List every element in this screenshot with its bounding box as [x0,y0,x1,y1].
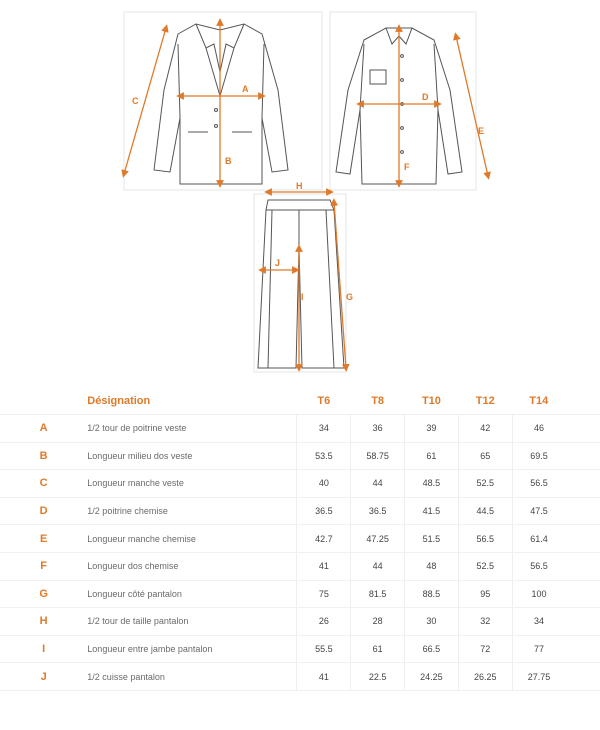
header-size-t8: T8 [351,388,405,415]
row-value: 48.5 [405,470,459,498]
row-value: 47.5 [512,497,565,525]
row-letter: B [0,442,87,470]
row-value: 100 [512,580,565,608]
row-value: 61 [405,442,459,470]
row-letter: C [0,470,87,498]
row-value: 42 [458,415,512,443]
row-value: 75 [297,580,351,608]
header-size-t6: T6 [297,388,351,415]
row-pad [565,525,600,553]
table-row [0,663,600,691]
measure-g-label: G [346,292,354,302]
row-letter: H [0,608,87,636]
row-letter: I [0,635,87,663]
measure-a-label: A [242,84,249,94]
row-value: 26.25 [458,663,512,691]
table-row [0,497,600,525]
row-value: 72 [458,635,512,663]
row-letter: J [0,663,87,691]
row-letter: G [0,580,87,608]
row-value: 48 [405,552,459,580]
row-pad [565,580,600,608]
row-letter: D [0,497,87,525]
row-value: 30 [405,608,459,636]
row-label: Longueur manche chemise [87,525,297,553]
measure-i-label: I [301,292,304,302]
row-value: 44 [351,470,405,498]
row-value: 32 [458,608,512,636]
row-value: 41 [297,552,351,580]
row-label: Longueur côté pantalon [87,580,297,608]
row-value: 24.25 [405,663,459,691]
table-row [0,608,600,636]
table-row [0,415,600,443]
row-value: 53.5 [297,442,351,470]
header-size-t10: T10 [405,388,459,415]
table-row [0,580,600,608]
row-value: 69.5 [512,442,565,470]
trousers-panel [254,181,353,372]
row-value: 46 [512,415,565,443]
row-value: 56.5 [458,525,512,553]
row-value: 58.75 [351,442,405,470]
row-pad [565,470,600,498]
row-label: Longueur milieu dos veste [87,442,297,470]
row-label: 1/2 cuisse pantalon [87,663,297,691]
header-size-t12: T12 [458,388,512,415]
row-value: 28 [351,608,405,636]
table-header-row [0,388,600,415]
row-value: 36.5 [297,497,351,525]
row-value: 88.5 [405,580,459,608]
row-value: 44 [351,552,405,580]
row-value: 56.5 [512,470,565,498]
row-value: 56.5 [512,552,565,580]
row-pad [565,497,600,525]
row-label: Longueur entre jambe pantalon [87,635,297,663]
row-value: 65 [458,442,512,470]
row-value: 52.5 [458,552,512,580]
shirt-panel [330,12,488,190]
row-value: 77 [512,635,565,663]
row-value: 36.5 [351,497,405,525]
row-label: 1/2 tour de taille pantalon [87,608,297,636]
header-size-t14: T14 [512,388,565,415]
row-label: Longueur dos chemise [87,552,297,580]
row-label: Longueur manche veste [87,470,297,498]
row-pad [565,442,600,470]
row-letter: A [0,415,87,443]
row-letter: F [0,552,87,580]
measure-f-label: F [404,162,410,172]
row-value: 27.75 [512,663,565,691]
measure-e-label: E [478,126,485,136]
jacket-panel [124,12,322,190]
row-pad [565,635,600,663]
row-label: 1/2 tour de poitrine veste [87,415,297,443]
row-pad [565,663,600,691]
header-designation: Désignation [87,388,297,415]
row-value: 61.4 [512,525,565,553]
table-row [0,442,600,470]
row-value: 39 [405,415,459,443]
row-value: 34 [297,415,351,443]
measure-b-label: B [225,156,232,166]
row-value: 61 [351,635,405,663]
row-value: 52.5 [458,470,512,498]
measure-d-label: D [422,92,429,102]
header-letter-cell [0,388,87,415]
row-value: 41.5 [405,497,459,525]
row-label: 1/2 poitrine chemise [87,497,297,525]
measure-h-label: H [296,181,303,191]
row-value: 42.7 [297,525,351,553]
header-pad [565,388,600,415]
row-value: 22.5 [351,663,405,691]
table-row [0,552,600,580]
size-table [0,388,600,691]
measure-c-label: C [132,96,139,106]
row-letter: E [0,525,87,553]
row-pad [565,415,600,443]
row-value: 51.5 [405,525,459,553]
row-value: 66.5 [405,635,459,663]
row-value: 34 [512,608,565,636]
row-value: 40 [297,470,351,498]
row-pad [565,608,600,636]
row-pad [565,552,600,580]
measure-j-label: J [275,258,281,268]
row-value: 36 [351,415,405,443]
row-value: 81.5 [351,580,405,608]
row-value: 44.5 [458,497,512,525]
row-value: 95 [458,580,512,608]
row-value: 55.5 [297,635,351,663]
table-row [0,525,600,553]
row-value: 41 [297,663,351,691]
table-row [0,470,600,498]
row-value: 47.25 [351,525,405,553]
table-row [0,635,600,663]
row-value: 26 [297,608,351,636]
